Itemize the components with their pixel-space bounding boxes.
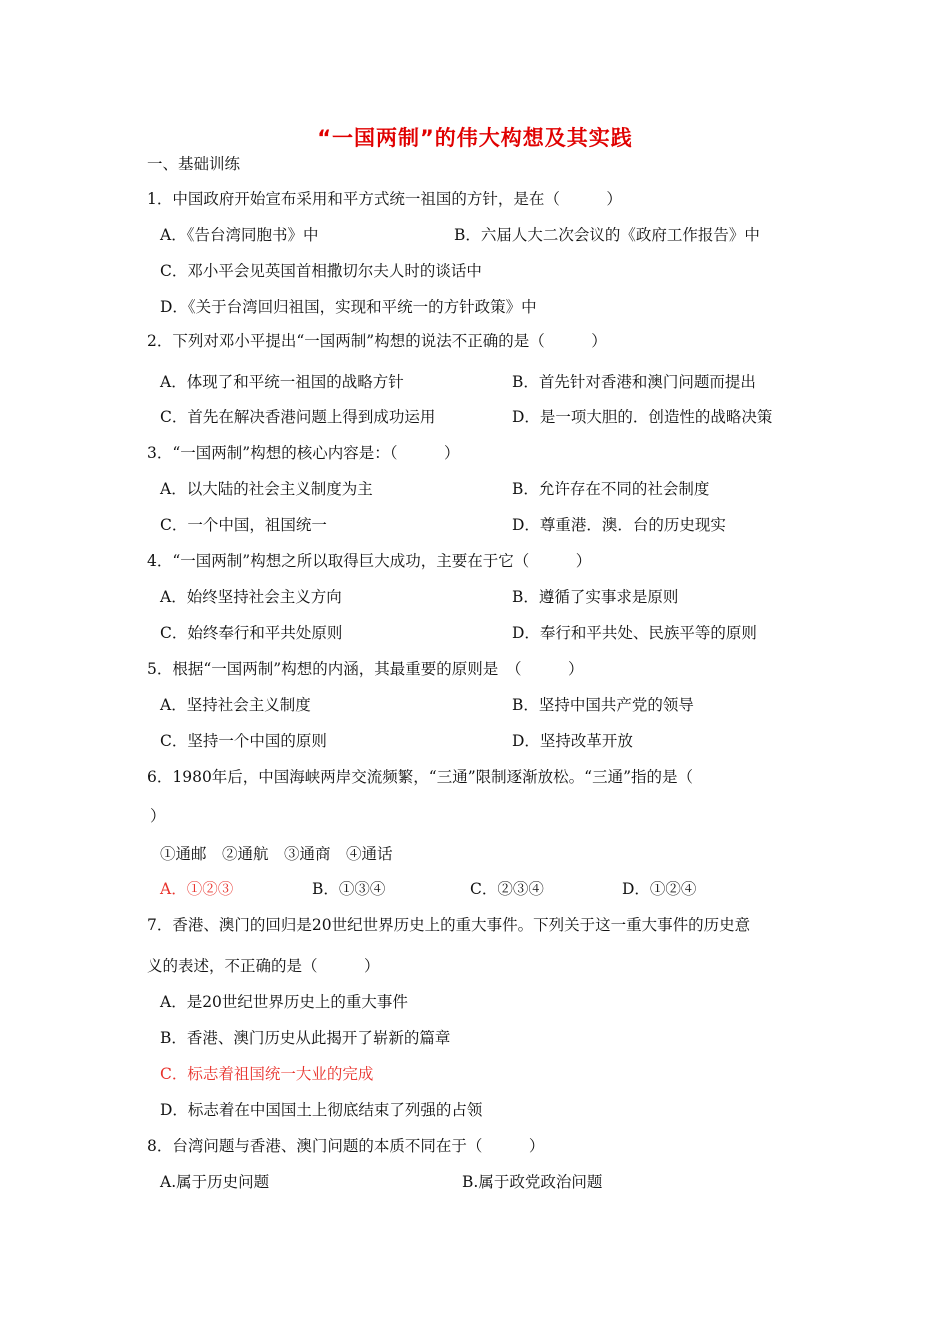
- question-5-option-b: B．坚持中国共产党的领导: [512, 696, 694, 714]
- question-2-option-b: B．首先针对香港和澳门问题而提出: [512, 373, 756, 391]
- question-7-option-d: D．标志着在中国国土上彻底结束了列强的占领: [160, 1101, 483, 1119]
- question-7-stem-line-2: 义的表述，不正确的是（ ）: [147, 957, 380, 975]
- question-1-stem: 1．中国政府开始宣布采用和平方式统一祖国的方针，是在（ ）: [147, 190, 622, 208]
- question-3-stem: 3．“一国两制”构想的核心内容是：（ ）: [147, 444, 460, 462]
- page-title: “一国两制”的伟大构想及其实践: [317, 126, 633, 150]
- question-2-option-a: A．体现了和平统一祖国的战略方针: [160, 373, 404, 391]
- question-2-stem: 2．下列对邓小平提出“一国两制”构想的说法不正确的是（ ）: [147, 332, 607, 350]
- question-1-option-a: A．《告台湾同胞书》中: [160, 226, 319, 244]
- question-7-stem-line-1: 7．香港、澳门的回归是20世纪世界历史上的重大事件。下列关于这一重大事件的历史意: [147, 916, 751, 934]
- question-6-option-b: B．①③④: [312, 880, 386, 898]
- question-6-items: ①通邮 ②通航 ③通商 ④通话: [160, 845, 393, 863]
- question-1-option-b: B．六届人大二次会议的《政府工作报告》中: [454, 226, 760, 244]
- question-6-option-a: A．①②③: [160, 880, 234, 898]
- question-4-option-d: D．奉行和平共处、民族平等的原则: [512, 624, 757, 642]
- question-8-option-a: A.属于历史问题: [160, 1173, 270, 1191]
- question-8-stem: 8．台湾问题与香港、澳门问题的本质不同在于（ ）: [147, 1137, 545, 1155]
- question-2-option-d: D．是一项大胆的．创造性的战略决策: [512, 408, 773, 426]
- section-heading: 一、基础训练: [147, 155, 241, 173]
- question-6-stem-line-2: ）: [150, 807, 166, 825]
- question-4-option-a: A．始终坚持社会主义方向: [160, 588, 342, 606]
- question-2-option-c: C．首先在解决香港问题上得到成功运用: [160, 408, 436, 426]
- question-3-option-d: D．尊重港．澳．台的历史现实: [512, 516, 726, 534]
- question-4-option-b: B．遵循了实事求是原则: [512, 588, 679, 606]
- question-3-option-c: C．一个中国，祖国统一: [160, 516, 327, 534]
- question-6-stem-line-1: 6．1980年后，中国海峡两岸交流频繁，“三通”限制逐渐放松。“三通”指的是（: [147, 768, 694, 786]
- question-3-option-a: A．以大陆的社会主义制度为主: [160, 480, 373, 498]
- question-5-option-a: A．坚持社会主义制度: [160, 696, 311, 714]
- question-1-option-c: C．邓小平会见英国首相撒切尔夫人时的谈话中: [160, 262, 482, 280]
- question-5-stem: 5．根据“一国两制”构想的内涵，其最重要的原则是 （ ）: [147, 660, 584, 678]
- question-3-option-b: B．允许存在不同的社会制度: [512, 480, 710, 498]
- question-7-option-a: A．是20世纪世界历史上的重大事件: [160, 993, 408, 1011]
- question-6-option-c: C．②③④: [470, 880, 544, 898]
- question-5-option-d: D．坚持改革开放: [512, 732, 633, 750]
- question-1-option-d: D．《关于台湾回归祖国，实现和平统一的方针政策》中: [160, 298, 537, 316]
- question-4-option-c: C．始终奉行和平共处原则: [160, 624, 343, 642]
- question-5-option-c: C．坚持一个中国的原则: [160, 732, 327, 750]
- question-6-option-d: D．①②④: [622, 880, 697, 898]
- question-7-option-b: B．香港、澳门历史从此揭开了崭新的篇章: [160, 1029, 451, 1047]
- question-8-option-b: B.属于政党政治问题: [462, 1173, 603, 1191]
- question-4-stem: 4．“一国两制”构想之所以取得巨大成功，主要在于它（ ）: [147, 552, 592, 570]
- question-7-option-c: C．标志着祖国统一大业的完成: [160, 1065, 374, 1083]
